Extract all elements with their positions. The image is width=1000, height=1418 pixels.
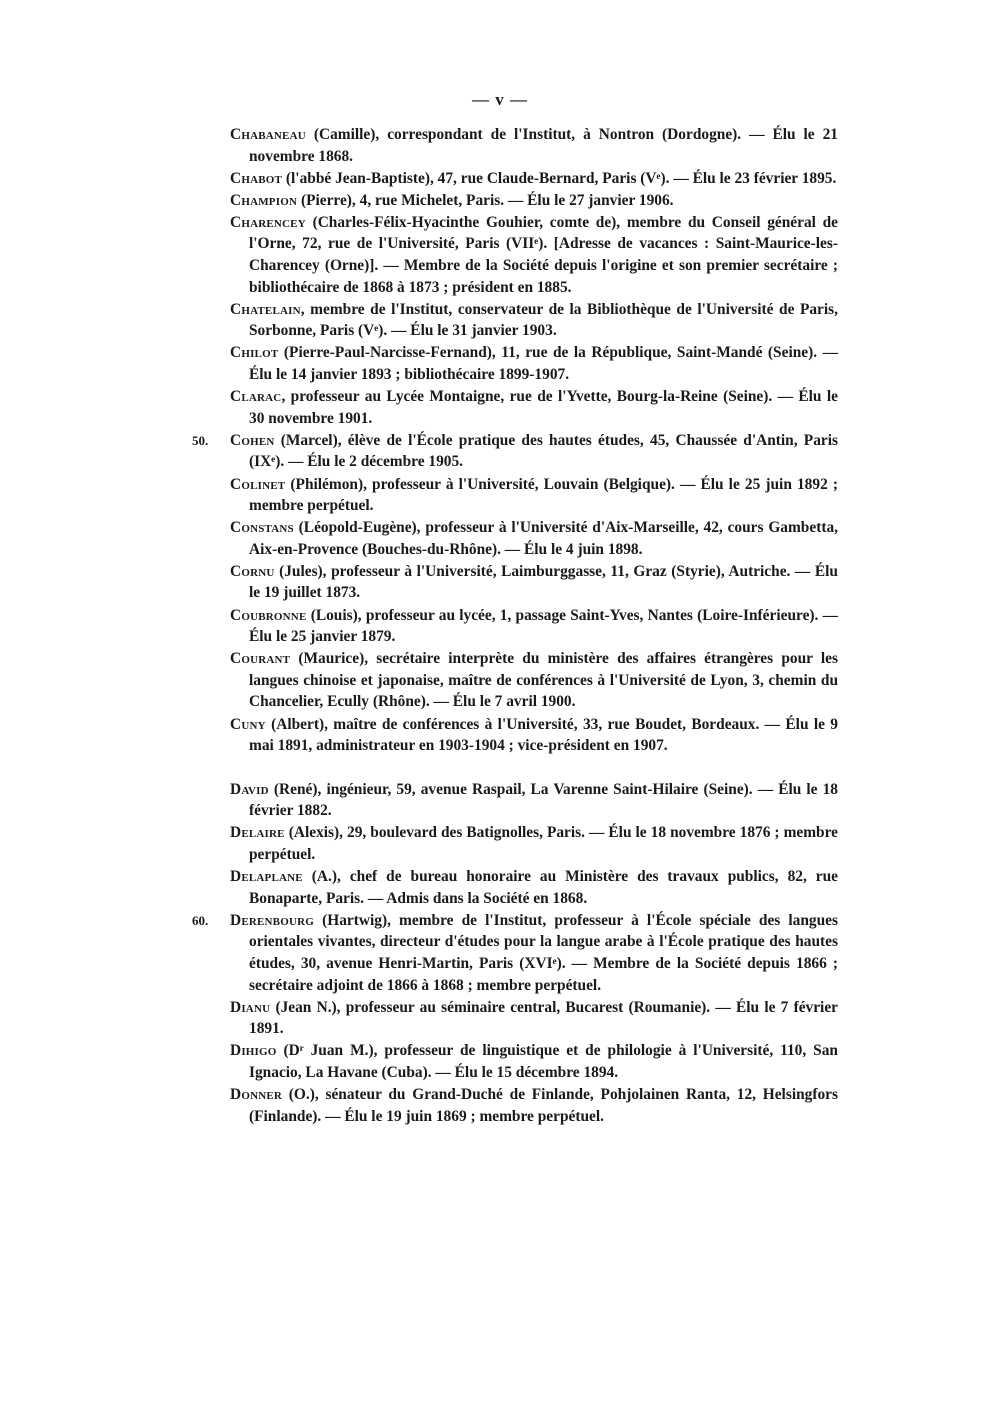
list-item <box>192 910 838 996</box>
member-details: (A.), chef de bureau honoraire au Ministère des travaux publics, 82, rue Bonaparte, Paris. — Admis dans la Société en 1868. <box>249 868 838 907</box>
list-item <box>230 168 838 190</box>
member-name: Cohen <box>230 431 275 449</box>
member-name: Constans <box>230 519 294 537</box>
list-item <box>192 430 838 473</box>
member-name: Donner <box>230 1086 283 1104</box>
member-details: (Charles-Félix-Hyacinthe Gouhier, comte de), membre du Conseil général de l'Orne, 72, rue de l'Université, Paris (VIIᵉ). [Adresse de vacances : Saint-Maurice-les-Charencey (Orne)]. — Membre de la Société depuis l'origine et son premier secrétaire ; bibliothécaire de 1868 à 1873 ; président en 1885. <box>249 213 838 296</box>
list-item <box>230 212 838 298</box>
member-details: , membre de l'Institut, conservateur de la Bibliothèque de l'Université de Paris, Sorbonne, Paris (Vᵉ). — Élu le 31 janvier 1903. <box>249 300 838 340</box>
member-details: (Louis), professeur au lycée, 1, passage Saint-Yves, Nantes (Loire-Inférieure). — Élu le 25 janvier 1879. <box>249 606 838 646</box>
member-name: Dihigo <box>230 1042 277 1060</box>
list-item <box>230 342 838 385</box>
page-number: — v — <box>472 90 528 109</box>
member-name: Delaire <box>230 824 285 842</box>
list-item <box>230 822 838 865</box>
list-item <box>230 190 838 212</box>
member-details: (Léopold-Eugène), professeur à l'Université d'Aix-Marseille, 42, cours Gambetta, Aix-en-Provence (Bouches-du-Rhône). — Élu le 4 juin 1898. <box>249 519 838 558</box>
member-details: (Albert), maître de conférences à l'Université, 33, rue Boudet, Bordeaux. — Élu le 9 mai 1891, administrateur en 1903-1904 ; vice-président en 1907. <box>249 715 838 755</box>
member-details: (Camille), correspondant de l'Institut, à Nontron (Dordogne). — Élu le 21 novembre 1868. <box>249 126 838 165</box>
member-name: Cuny <box>230 715 266 733</box>
list-item <box>230 561 838 604</box>
member-list <box>192 124 838 1128</box>
member-name: Chilot <box>230 344 279 362</box>
member-name: Chatelain <box>230 300 301 318</box>
member-name: Colinet <box>230 475 286 493</box>
list-item <box>230 648 838 713</box>
member-details: (Maurice), secrétaire interprète du ministère des affaires étrangères pour les langues chinoise et japonaise, maître de conférences à l'Université de Lyon, 3, chemin du Chancelier, Ecully (Rhône). — Élu le 7 avril 1900. <box>249 650 838 711</box>
list-item <box>230 299 838 342</box>
member-name: Dianu <box>230 998 271 1016</box>
list-item <box>230 517 838 560</box>
member-name: Courant <box>230 650 291 668</box>
list-item <box>230 124 838 167</box>
member-name: Charencey <box>230 213 306 231</box>
member-details: (Alexis), 29, boulevard des Batignolles, Paris. — Élu le 18 novembre 1876 ; membre perpétuel. <box>249 824 838 863</box>
member-name: Chabaneau <box>230 126 306 143</box>
list-item <box>230 997 838 1040</box>
member-name: Clarac <box>230 388 282 406</box>
list-item <box>230 474 838 517</box>
member-details: (Hartwig), membre de l'Institut, professeur à l'École spéciale des langues orientales vivantes, directeur d'études pour la langue arabe à l'École pratique des hautes études, 30, avenue Henri-Martin, Paris (XVIᵉ). — Membre de la Société depuis 1866 ; secrétaire adjoint de 1866 à 1868 ; membre perpétuel. <box>249 911 838 994</box>
member-details: (Jules), professeur à l'Université, Laimburggasse, 11, Graz (Styrie), Autriche. — Élu le 19 juillet 1873. <box>249 562 838 602</box>
member-details: , professeur au Lycée Montaigne, rue de l'Yvette, Bourg-la-Reine (Seine). — Élu le 30 novembre 1901. <box>249 388 838 427</box>
member-details: (O.), sénateur du Grand-Duché de Finlande, Pohjolainen Ranta, 12, Helsingfors (Finlande). — Élu le 19 juin 1869 ; membre perpétuel. <box>249 1086 838 1125</box>
member-details: (Philémon), professeur à l'Université, Louvain (Belgique). — Élu le 25 juin 1892 ; membre perpétuel. <box>249 475 838 515</box>
member-name: Cornu <box>230 562 275 580</box>
list-item <box>230 605 838 648</box>
member-details: (René), ingénieur, 59, avenue Raspail, La Varenne Saint-Hilaire (Seine). — Élu le 18 février 1882. <box>249 780 838 820</box>
member-name: David <box>230 780 269 798</box>
member-details: (Marcel), élève de l'École pratique des hautes études, 45, Chaussée d'Antin, Paris (IXᵉ). — Élu le 2 décembre 1905. <box>249 431 838 471</box>
member-details: (l'abbé Jean-Baptiste), 47, rue Claude-Bernard, Paris (Vᵉ). — Élu le 23 février 1895. <box>282 169 837 187</box>
list-item <box>230 714 838 757</box>
member-details: (Jean N.), professeur au séminaire central, Bucarest (Roumanie). — Élu le 7 février 1891. <box>249 998 838 1038</box>
list-item <box>230 1040 838 1083</box>
marginal-number: 60. <box>192 912 209 928</box>
member-name: Champion <box>230 191 298 209</box>
member-details: (Dʳ Juan M.), professeur de linguistique et de philologie à l'Université, 110, San Ignacio, La Havane (Cuba). — Élu le 15 décembre 1894. <box>249 1042 838 1081</box>
list-item <box>230 386 838 429</box>
member-name: Chabot <box>230 169 283 187</box>
list-item <box>230 779 838 822</box>
member-details: (Pierre), 4, rue Michelet, Paris. — Élu le 27 janvier 1906. <box>297 191 674 209</box>
marginal-number: 50. <box>192 432 209 448</box>
member-name: Derenbourg <box>230 911 315 929</box>
list-item <box>230 866 838 909</box>
member-details: (Pierre-Paul-Narcisse-Fernand), 11, rue de la République, Saint-Mandé (Seine). — Élu le 14 janvier 1893 ; bibliothécaire 1899-1907. <box>249 344 838 384</box>
member-name: Delaplane <box>230 868 303 886</box>
member-name: Coubronne <box>230 606 307 624</box>
list-item <box>230 1084 838 1127</box>
